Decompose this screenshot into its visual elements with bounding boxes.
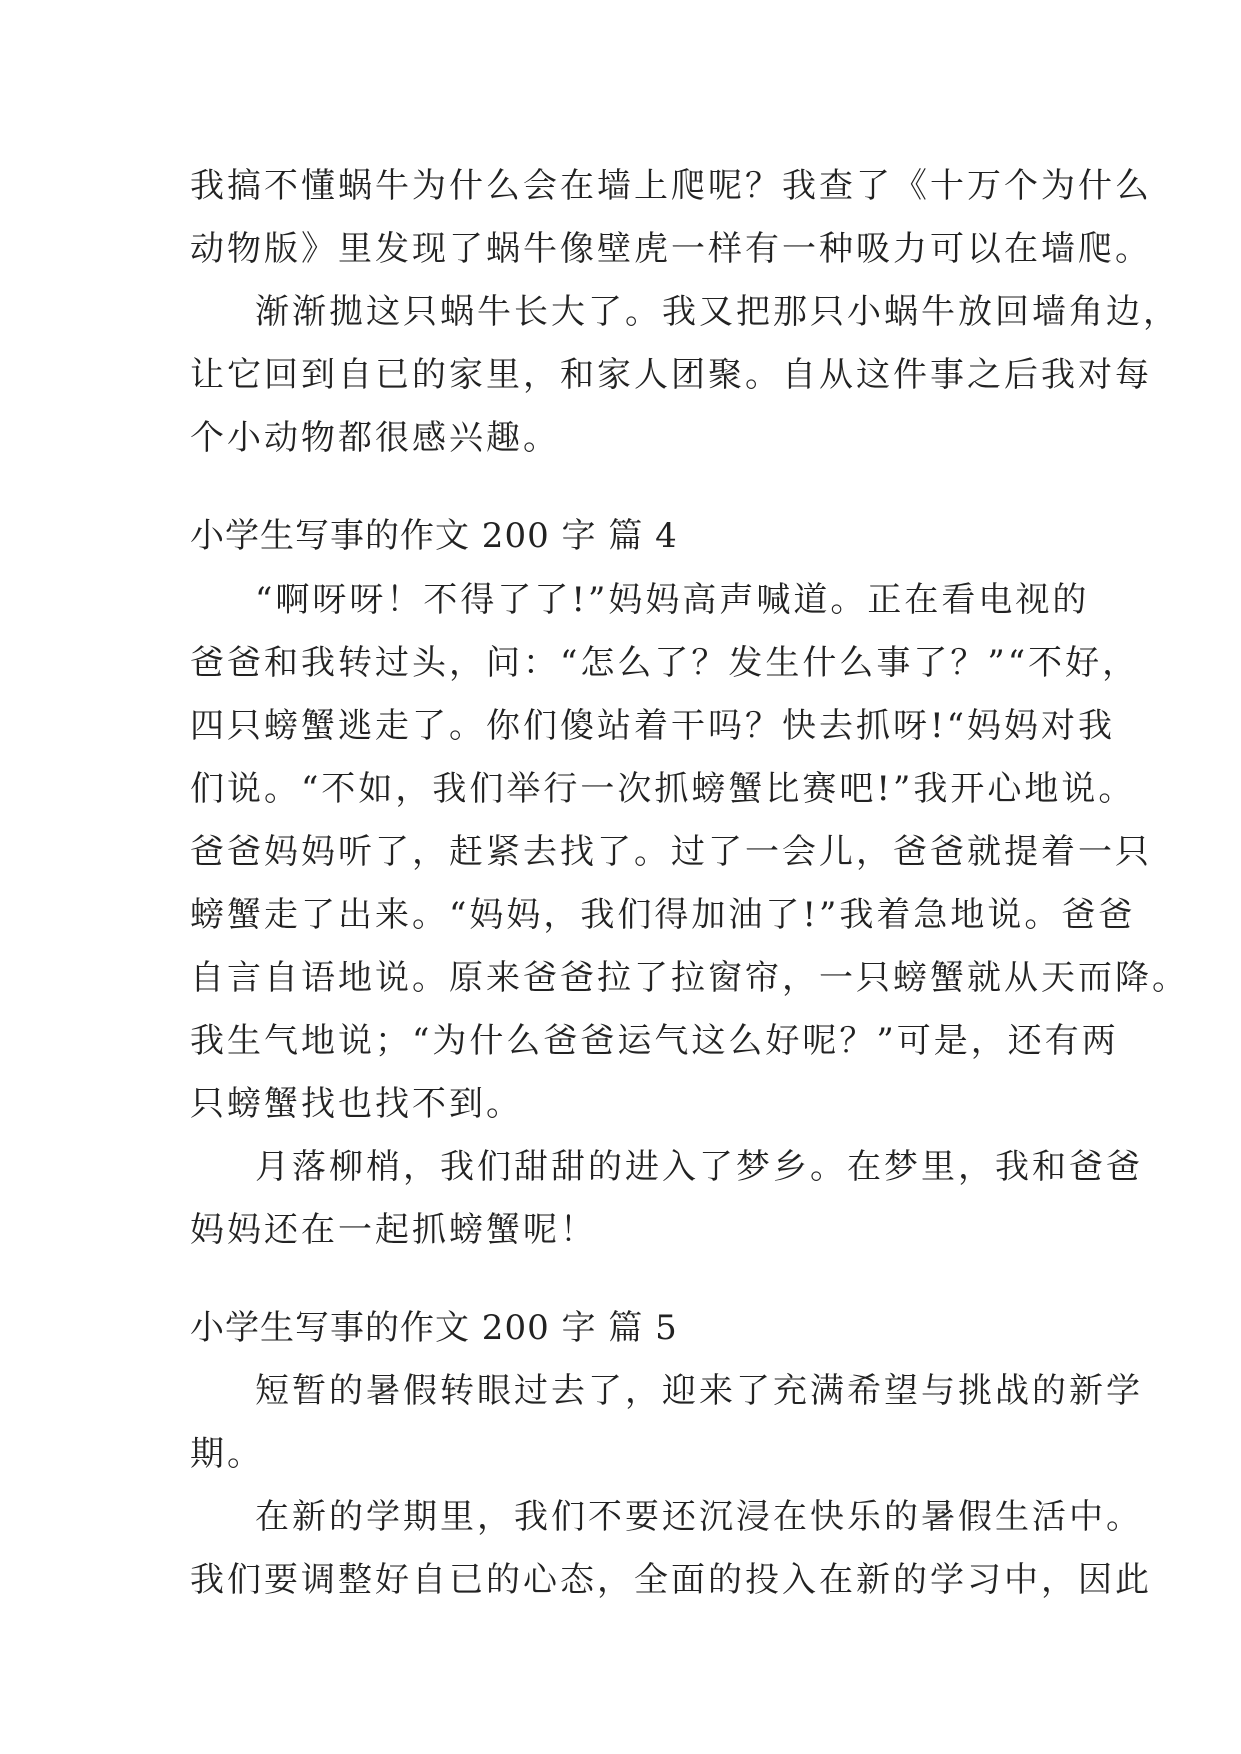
section-heading-4: 小学生写事的作文 200 字 篇 4 (190, 516, 678, 556)
paragraph-first-line: 月落柳梢，我们甜甜的进入了梦乡。在梦里，我和爸爸 (255, 1147, 1143, 1187)
body-line: 动物版》里发现了蜗牛像壁虎一样有一种吸力可以在墙爬。 (190, 229, 1152, 269)
paragraph-first-line: “啊呀呀！不得了了!”妈妈高声喊道。正在看电视的 (255, 580, 1090, 620)
body-line: 四只螃蟹逃走了。你们傻站着干吗？快去抓呀!“妈妈对我 (190, 706, 1116, 746)
body-line: 我搞不懂蜗牛为什么会在墙上爬呢？我查了《十万个为什么 (190, 166, 1152, 206)
body-line: 我生气地说；“为什么爸爸运气这么好呢？”可是，还有两 (190, 1021, 1119, 1061)
body-line: 螃蟹走了出来。“妈妈，我们得加油了!”我着急地说。爸爸 (190, 895, 1136, 935)
body-line: 爸爸和我转过头，问：“怎么了？发生什么事了？”“不好， (190, 643, 1140, 683)
section-heading-5: 小学生写事的作文 200 字 篇 5 (190, 1308, 678, 1348)
body-line: 期。 (190, 1434, 264, 1474)
body-line: 让它回到自已的家里，和家人团聚。自从这件事之后我对每 (190, 355, 1152, 395)
paragraph-first-line: 渐渐拋这只蜗牛长大了。我又把那只小蜗牛放回墙角边， (255, 292, 1180, 332)
body-line: 个小动物都很感兴趣。 (190, 418, 560, 458)
body-line: 爸爸妈妈听了，赶紧去找了。过了一会儿，爸爸就提着一只 (190, 832, 1152, 872)
paragraph-first-line: 短暂的暑假转眼过去了，迎来了充满希望与挑战的新学 (255, 1371, 1143, 1411)
paragraph-first-line: 在新的学期里，我们不要还沉浸在快乐的暑假生活中。 (255, 1497, 1143, 1537)
body-line: 自言自语地说。原来爸爸拉了拉窗帘，一只螃蟹就从天而降。 (190, 958, 1189, 998)
body-line: 妈妈还在一起抓螃蟹呢！ (190, 1210, 597, 1250)
body-line: 们说。“不如，我们举行一次抓螃蟹比赛吧!”我开心地说。 (190, 769, 1136, 809)
body-line: 只螃蟹找也找不到。 (190, 1084, 523, 1124)
body-line: 我们要调整好自已的心态，全面的投入在新的学习中，因此 (190, 1560, 1152, 1600)
